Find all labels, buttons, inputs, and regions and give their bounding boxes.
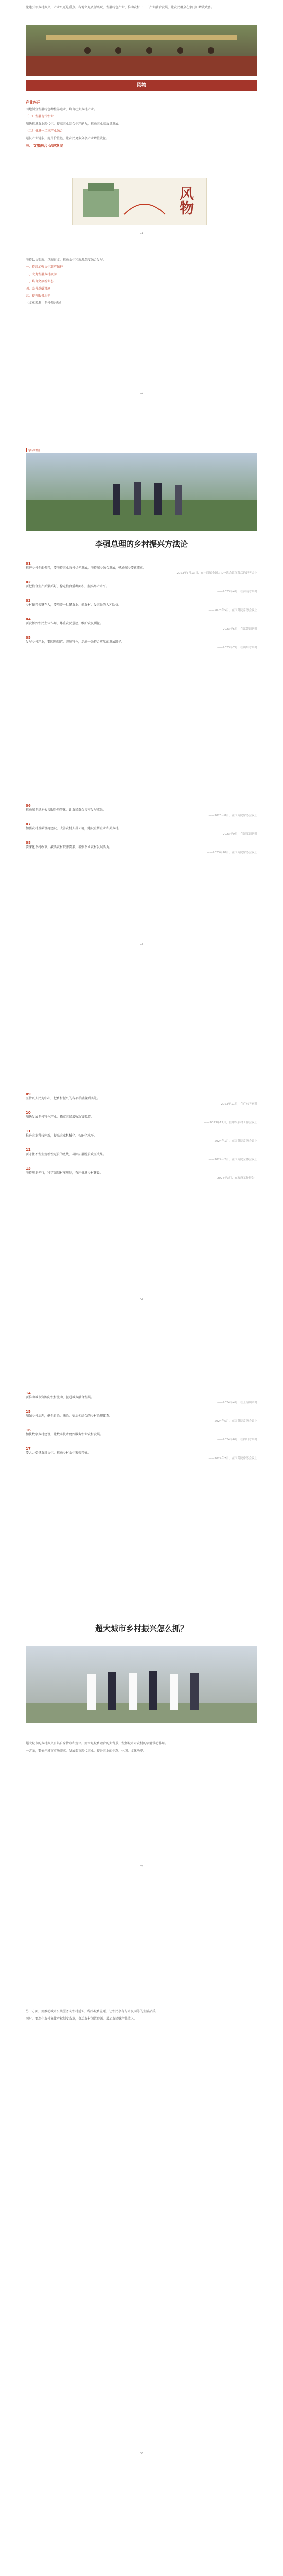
quote-item (26, 1111, 257, 1124)
section3-text (26, 258, 257, 308)
quote-body: 要发挥好农民主体作用，尊重农民意愿，维护农民利益。 (26, 622, 103, 625)
quote-item (26, 580, 257, 594)
section2-heading: 三、文旅融合 促进发展 (26, 144, 63, 148)
quote-item (26, 822, 257, 836)
after-line: 五、提升服务水平 (26, 294, 51, 298)
quote-source: ——2023年3月13日，在十四届全国人大一次会议闭幕后的记者会上 (171, 572, 257, 575)
quote-body: 坚持规划先行，科学编制村庄规划，有序推进乡村建设。 (26, 1171, 103, 1175)
quote-source: ——2024年5月，在国务院常务会议上 (208, 1420, 257, 1423)
quote-item (26, 804, 257, 817)
article2-paragraph: 超大城市的乡村振兴有其自身特点和规律。要立足城乡融合的大背景，发挥城市对农村的辐射带动作用。 (26, 1742, 168, 1745)
quote-source: ——2023年11月，在广东考察时 (215, 1103, 257, 1106)
after-line: 二、大力发展乡村旅游 (26, 273, 57, 276)
quote-item (26, 1410, 257, 1423)
quote-body: 加快数字乡村建设，让数字技术更好服务农业农村发展。 (26, 1433, 103, 1436)
quote-body: 要深化农村改革，激活农村资源要素，增强农业农村发展活力。 (26, 845, 113, 849)
quote-body: 要推动城市资源向农村流动，促进城乡融合发展。 (26, 1396, 94, 1399)
quote-number: 10 (26, 1111, 31, 1115)
quote-number: 15 (26, 1410, 31, 1414)
quote-number: 16 (26, 1428, 31, 1432)
article2-body (26, 2009, 257, 2024)
quote-body: 推进农业科技创新，提高农业机械化、智能化水平。 (26, 1134, 97, 1138)
quote-source: ——2024年6月，在四川考察时 (217, 1438, 257, 1442)
article2-paragraph: 一方面，要依托城市市场需求，发展都市现代农业，提升农业的生态、休闲、文化功能。 (26, 1749, 147, 1753)
meeting-photo (26, 25, 257, 76)
article2-title: 超大城市乡村振兴怎么抓？ (95, 1624, 188, 1633)
quote-source: ——2023年4月，在河南考察时 (217, 590, 257, 594)
quote-body: 要把粮食生产抓紧抓好，稳定粮食播种面积，提高单产水平。 (26, 585, 110, 588)
quote-body: 坚持以人民为中心，把乡村振兴的各项举措落到实处。 (26, 1097, 100, 1100)
after-line: 一、持续加强文化遗产保护 (26, 265, 63, 269)
quote-number: 06 (26, 804, 31, 808)
section1-line: 延长产业链条，提升价值链，让农民更多分享产业增值收益。 (26, 137, 110, 140)
page-number: 02 (139, 392, 144, 395)
quote-body: 要大力弘扬农耕文化，推动乡村文化繁荣兴盛。 (26, 1451, 91, 1455)
section1-text (26, 98, 257, 150)
fengwu-illustration (72, 178, 207, 225)
quote-item (26, 636, 257, 649)
article2-body (26, 1741, 257, 1756)
quote-source: ——2023年5月，在国务院常务会议上 (208, 609, 257, 612)
article-title: 李强总理的乡村振兴方法论 (95, 539, 188, 549)
page-number: 04 (139, 1298, 144, 1301)
tag-label: 学习时刻 (26, 448, 40, 452)
quote-source: ——2023年12月，在中央农村工作会议上 (204, 1121, 257, 1124)
group-photo (26, 1646, 257, 1723)
quote-number: 07 (26, 822, 31, 826)
quote-item (26, 1092, 257, 1106)
quote-item (26, 841, 257, 854)
quote-number: 01 (26, 562, 31, 566)
quote-item (26, 1166, 257, 1180)
intro-text (26, 5, 257, 12)
after-line: 坚持以文塑旅、以旅彰文，推动文化和旅游深度融合发展。 (26, 258, 107, 262)
quote-number: 04 (26, 617, 31, 621)
quote-item (26, 562, 257, 575)
quote-source: ——2023年10月，在国务院常务会议上 (207, 851, 257, 854)
section1-line: 因地制宜发展特色种植养殖业，培育壮大乡村产业。 (26, 108, 97, 111)
quote-number: 03 (26, 599, 31, 603)
after-line: 四、完善基础设施 (26, 287, 51, 291)
quote-body: 推动城乡基本公共服务均等化，让农民群众共享发展成果。 (26, 808, 107, 812)
quote-source: ——2024年2月，在国务院全体会议上 (208, 1158, 257, 1161)
quote-source: ——2023年9月，在浙江调研时 (217, 833, 257, 836)
quote-number: 11 (26, 1129, 31, 1133)
leader-photo (26, 453, 257, 531)
article2-paragraph: 另一方面，要推动城市公共服务向农村延伸，缩小城乡差距，让农民享有与市民同等的生活品质。 (26, 2010, 159, 2013)
quote-number: 17 (26, 1447, 31, 1451)
quote-number: 12 (26, 1148, 31, 1152)
quote-source: ——2023年8月，在国务院常务会议上 (208, 814, 257, 817)
after-line: （文章来源：乡村振兴局） (26, 301, 63, 305)
quote-item (26, 1129, 257, 1143)
quote-number: 14 (26, 1391, 31, 1395)
quote-body: 加强农村基础设施建设，改善农村人居环境，建设宜居宜业和美乡村。 (26, 827, 122, 831)
quote-body: 加快发展乡村特色产业，拓宽农民增收致富渠道。 (26, 1115, 94, 1119)
quote-body: 乡村振兴关键在人，要培养一批懂农业、爱农村、爱农民的人才队伍。 (26, 603, 122, 607)
quote-item (26, 1148, 257, 1161)
quote-item (26, 599, 257, 612)
quote-list (26, 1092, 257, 1185)
quote-source: ——2024年4月，在上海调研时 (217, 1401, 257, 1404)
section-banner: 风物 (26, 80, 257, 91)
quote-number: 13 (26, 1166, 31, 1171)
section1-line: （一）发展现代农业 (26, 115, 54, 118)
page-number: 05 (139, 1865, 144, 1868)
quote-item (26, 1428, 257, 1442)
quote-source: ——2024年7月，在国务院常务会议上 (208, 1457, 257, 1460)
quote-list (26, 562, 257, 654)
quote-number: 02 (26, 580, 31, 584)
quote-item (26, 617, 257, 631)
intro-paragraph: 党建引领乡村振兴，产业兴旺是重点。各地立足资源禀赋，发展特色产业，推动农村一二三产业融合发展，让农民群众在家门口增收致富。 (26, 6, 215, 9)
quote-body: 推进乡村全面振兴，要坚持农业农村优先发展，坚持城乡融合发展，畅通城乡要素流动。 (26, 566, 147, 570)
quote-number: 09 (26, 1092, 31, 1096)
fengwu-title: 风物 (178, 186, 194, 215)
quote-item (26, 1391, 257, 1404)
group-photo-art (26, 1646, 257, 1723)
quote-item (26, 1447, 257, 1460)
quote-body: 要守住不发生规模性返贫的底线，巩固拓展脱贫攻坚成果。 (26, 1153, 107, 1156)
quote-number: 08 (26, 841, 31, 845)
quote-source: ——2024年3月，在政府工作报告中 (211, 1177, 257, 1180)
leader-photo-art (26, 453, 257, 531)
quote-number: 05 (26, 636, 31, 640)
section1-heading: 产业兴旺 (26, 100, 40, 105)
quote-body: 加强乡村治理，健全自治、法治、德治相结合的乡村治理体系。 (26, 1414, 113, 1418)
article2-paragraph: 同时，要深化农村集体产权制度改革，盘活农村闲置资源，增加农民财产性收入。 (26, 2017, 137, 2021)
meeting-photo-art (26, 25, 257, 76)
page-number: 06 (139, 2452, 144, 2455)
quote-source: ——2024年1月，在国务院常务会议上 (208, 1140, 257, 1143)
quote-body: 发展乡村产业，要因地制宜、突出特色，走出一条符合实际的发展路子。 (26, 640, 125, 644)
quote-list (26, 1391, 257, 1465)
section1-line: 加快推进农业现代化，提高农业综合生产能力，推动农业高质量发展。 (26, 122, 122, 126)
after-line: 三、培育文旅新业态 (26, 280, 54, 283)
page-number: 01 (139, 232, 144, 235)
quote-source: ——2023年7月，在山东考察时 (217, 646, 257, 649)
section1-line: （二）推进一二三产业融合 (26, 129, 63, 133)
quote-source: ——2023年6月，在江苏调研时 (217, 628, 257, 631)
page-number: 03 (139, 943, 144, 946)
quote-list (26, 804, 257, 859)
